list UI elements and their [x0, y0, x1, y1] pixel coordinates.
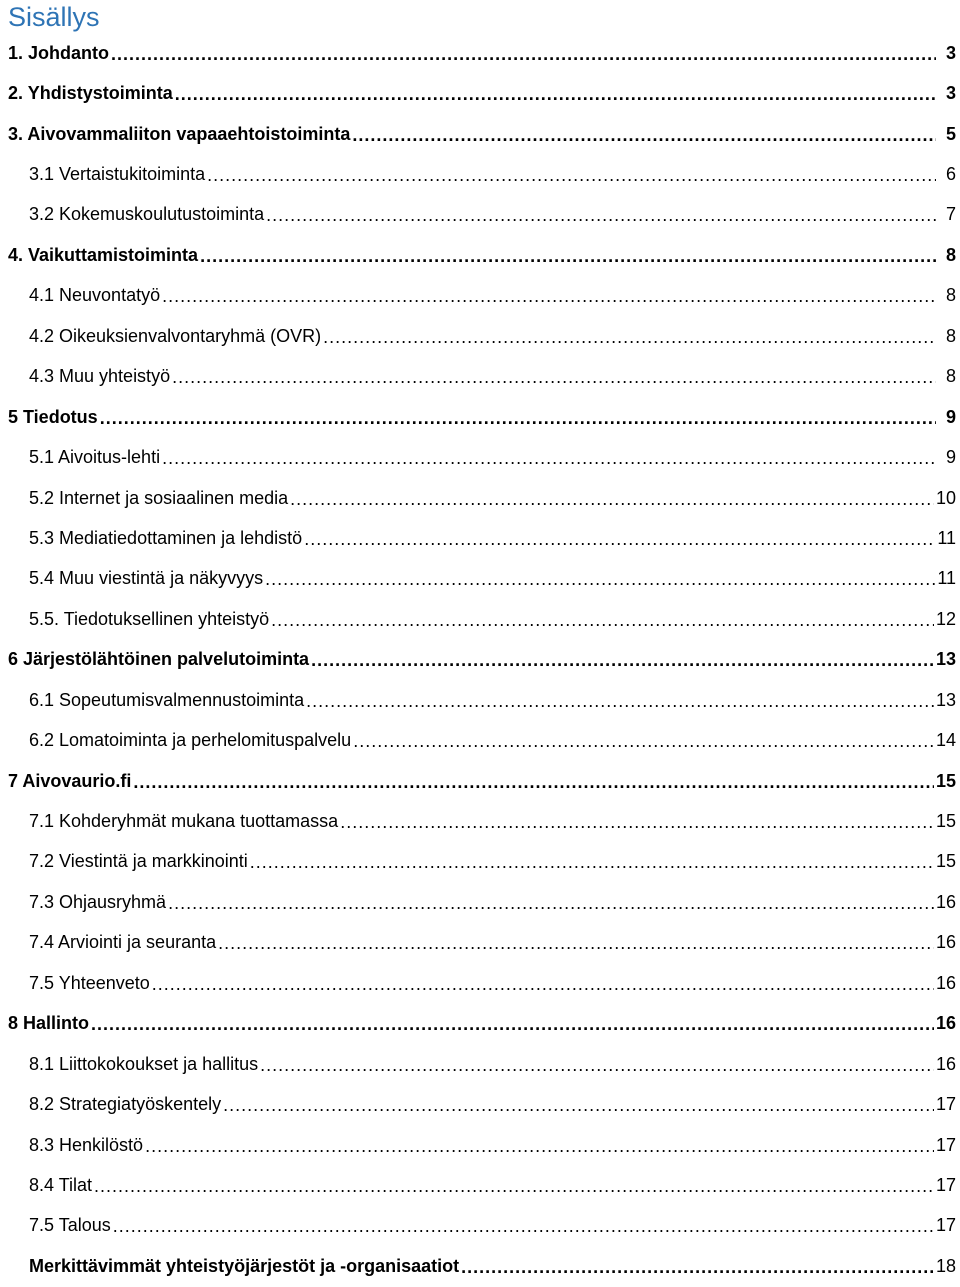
toc-entry[interactable] [0, 518, 960, 558]
toc-page-number: 15 [935, 770, 956, 791]
toc-entry[interactable] [0, 1246, 960, 1286]
toc-entry-text: 6.1 Sopeutumisvalmennustoiminta [29, 689, 305, 710]
toc-entry[interactable] [0, 559, 960, 599]
toc-leader-dots [323, 327, 936, 348]
toc-page-number: 8 [945, 244, 956, 265]
toc-entry[interactable] [0, 761, 960, 801]
toc-entry[interactable] [0, 1206, 960, 1246]
toc-leader-dots [91, 1014, 934, 1035]
toc-entry[interactable] [0, 882, 960, 922]
toc-leader-dots [223, 1095, 934, 1116]
toc-entry[interactable] [0, 73, 960, 113]
toc-page-number: 8 [945, 285, 956, 306]
toc-leader-dots [250, 852, 934, 873]
toc-leader-dots [304, 529, 935, 550]
toc-leader-dots [162, 286, 936, 307]
toc-leader-dots [265, 569, 935, 590]
toc-entry-text: 7.1 Kohderyhmät mukana tuottamassa [29, 811, 339, 832]
toc-leader-dots [290, 489, 934, 510]
toc-entry[interactable] [0, 720, 960, 760]
toc-leader-dots [152, 974, 934, 995]
toc-entry-text: 4. Vaikuttamistoiminta [8, 244, 199, 265]
toc-page-number: 16 [935, 1053, 956, 1074]
toc-entry-text: 2. Yhdistystoiminta [8, 83, 173, 104]
toc-page-number: 3 [945, 83, 956, 104]
toc-leader-dots [168, 893, 934, 914]
toc-page-number: 16 [935, 1013, 956, 1034]
toc-entry-text: 3.2 Kokemuskoulutustoiminta [29, 204, 265, 225]
toc-leader-dots [266, 205, 936, 226]
toc-entry-text: 8.2 Strategiatyöskentely [29, 1094, 222, 1115]
toc-entry[interactable] [0, 316, 960, 356]
toc-entry[interactable] [0, 276, 960, 316]
toc-entry-text: 7.5 Talous [29, 1215, 111, 1236]
toc-page-number: 8 [945, 325, 956, 346]
toc-page-number: 6 [945, 164, 956, 185]
toc-entry[interactable] [0, 801, 960, 841]
toc-leader-dots [111, 44, 936, 65]
toc-entry-text: 8.3 Henkilöstö [29, 1134, 144, 1155]
toc-entry-text: 7.5 Yhteenveto [29, 972, 150, 993]
toc-page-number: 12 [935, 608, 956, 629]
toc-entry-text: 6.2 Lomatoiminta ja perhelomituspalvelu [29, 730, 352, 751]
toc-entry[interactable] [0, 680, 960, 720]
toc-entry-text: 3. Aivovammaliiton vapaaehtoistoiminta [8, 123, 351, 144]
toc-entry[interactable] [0, 235, 960, 275]
toc-entry-text: 5 Tiedotus [8, 406, 98, 427]
toc-page-number: 16 [935, 891, 956, 912]
toc-entry-text: 4.2 Oikeuksienvalvontaryhmä (OVR) [29, 325, 322, 346]
toc-entry[interactable] [0, 1004, 960, 1044]
toc-entry[interactable] [0, 963, 960, 1003]
toc-page-number: 11 [937, 568, 956, 589]
toc-page-number: 16 [935, 932, 956, 953]
toc-page-number: 16 [935, 972, 956, 993]
toc-entry[interactable] [0, 923, 960, 963]
toc-entry[interactable] [0, 114, 960, 154]
toc-leader-dots [260, 1055, 934, 1076]
toc-leader-dots [340, 812, 934, 833]
toc-entry-text: 5.1 Aivoitus-lehti [29, 447, 161, 468]
toc-page-number: 17 [935, 1134, 956, 1155]
toc-leader-dots [306, 691, 934, 712]
toc-page-number: 15 [935, 851, 956, 872]
toc-entry[interactable] [0, 1125, 960, 1165]
toc-page-number: 9 [945, 406, 956, 427]
toc-entry-text: 7.4 Arviointi ja seuranta [29, 932, 217, 953]
toc-page-number: 17 [935, 1215, 956, 1236]
toc-leader-dots [200, 246, 936, 267]
toc-page-number: 7 [945, 204, 956, 225]
toc-entry-text: 1. Johdanto [8, 42, 110, 63]
toc-page-number: 9 [945, 447, 956, 468]
toc-leader-dots [218, 933, 934, 954]
toc-page-number: 14 [935, 730, 956, 751]
toc-entry[interactable] [0, 195, 960, 235]
toc-page-number: 15 [935, 811, 956, 832]
toc-leader-dots [113, 1216, 934, 1237]
toc-entry[interactable] [0, 1084, 960, 1124]
toc-entry[interactable] [0, 640, 960, 680]
toc-leader-dots [311, 650, 934, 671]
toc-entry-text: 7.2 Viestintä ja markkinointi [29, 851, 248, 872]
toc-entry-text: Merkittävimmät yhteistyöjärjestöt ja -organisaatiot [29, 1255, 460, 1276]
toc-leader-dots [100, 408, 936, 429]
toc-leader-dots [133, 772, 934, 793]
toc-entry-text: 6 Järjestölähtöinen palvelutoiminta [8, 649, 310, 670]
toc-entry-text: 7.3 Ohjausryhmä [29, 891, 167, 912]
toc-leader-dots [271, 610, 934, 631]
toc-list [0, 33, 960, 1287]
toc-entry-text: 8.4 Tilat [29, 1174, 93, 1195]
toc-entry-text: 8 Hallinto [8, 1013, 90, 1034]
toc-page-number: 10 [935, 487, 956, 508]
toc-entry-text: 5.2 Internet ja sosiaalinen media [29, 487, 289, 508]
toc-entry[interactable] [0, 357, 960, 397]
toc-entry-text: 4.3 Muu yhteistyö [29, 366, 171, 387]
toc-leader-dots [172, 367, 936, 388]
toc-entry[interactable] [0, 478, 960, 518]
toc-leader-dots [94, 1176, 934, 1197]
toc-page-number: 3 [945, 42, 956, 63]
toc-entry[interactable] [0, 599, 960, 639]
toc-entry[interactable] [0, 33, 960, 73]
toc-page-number: 18 [935, 1255, 956, 1276]
toc-entry-text: 5.5. Tiedotuksellinen yhteistyö [29, 608, 270, 629]
toc-entry-text: 5.3 Mediatiedottaminen ja lehdistö [29, 527, 303, 548]
toc-entry[interactable] [0, 1044, 960, 1084]
toc-page-number: 5 [945, 123, 956, 144]
toc-page-number: 13 [935, 689, 956, 710]
toc-entry-text: 3.1 Vertaistukitoiminta [29, 164, 206, 185]
toc-entry-text: 5.4 Muu viestintä ja näkyvyys [29, 568, 264, 589]
toc-leader-dots [162, 448, 936, 469]
toc-page-number: 11 [937, 527, 956, 548]
toc-leader-dots [145, 1136, 934, 1157]
toc-page-number: 8 [945, 366, 956, 387]
toc-entry[interactable] [0, 1165, 960, 1205]
toc-entry[interactable] [0, 397, 960, 437]
toc-page-number: 13 [935, 649, 956, 670]
toc-leader-dots [352, 125, 936, 146]
toc-entry[interactable] [0, 842, 960, 882]
toc-entry[interactable] [0, 437, 960, 477]
toc-entry-text: 4.1 Neuvontatyö [29, 285, 161, 306]
toc-page-number: 17 [935, 1094, 956, 1115]
toc-entry-text: 8.1 Liittokokoukset ja hallitus [29, 1053, 259, 1074]
toc-page-number: 17 [935, 1174, 956, 1195]
toc-leader-dots [175, 84, 936, 105]
toc-entry-text: 7 Aivovaurio.fi [8, 770, 132, 791]
toc-leader-dots [353, 731, 934, 752]
toc-leader-dots [207, 165, 936, 186]
toc-title: Sisällys [8, 2, 100, 32]
toc-entry[interactable] [0, 154, 960, 194]
